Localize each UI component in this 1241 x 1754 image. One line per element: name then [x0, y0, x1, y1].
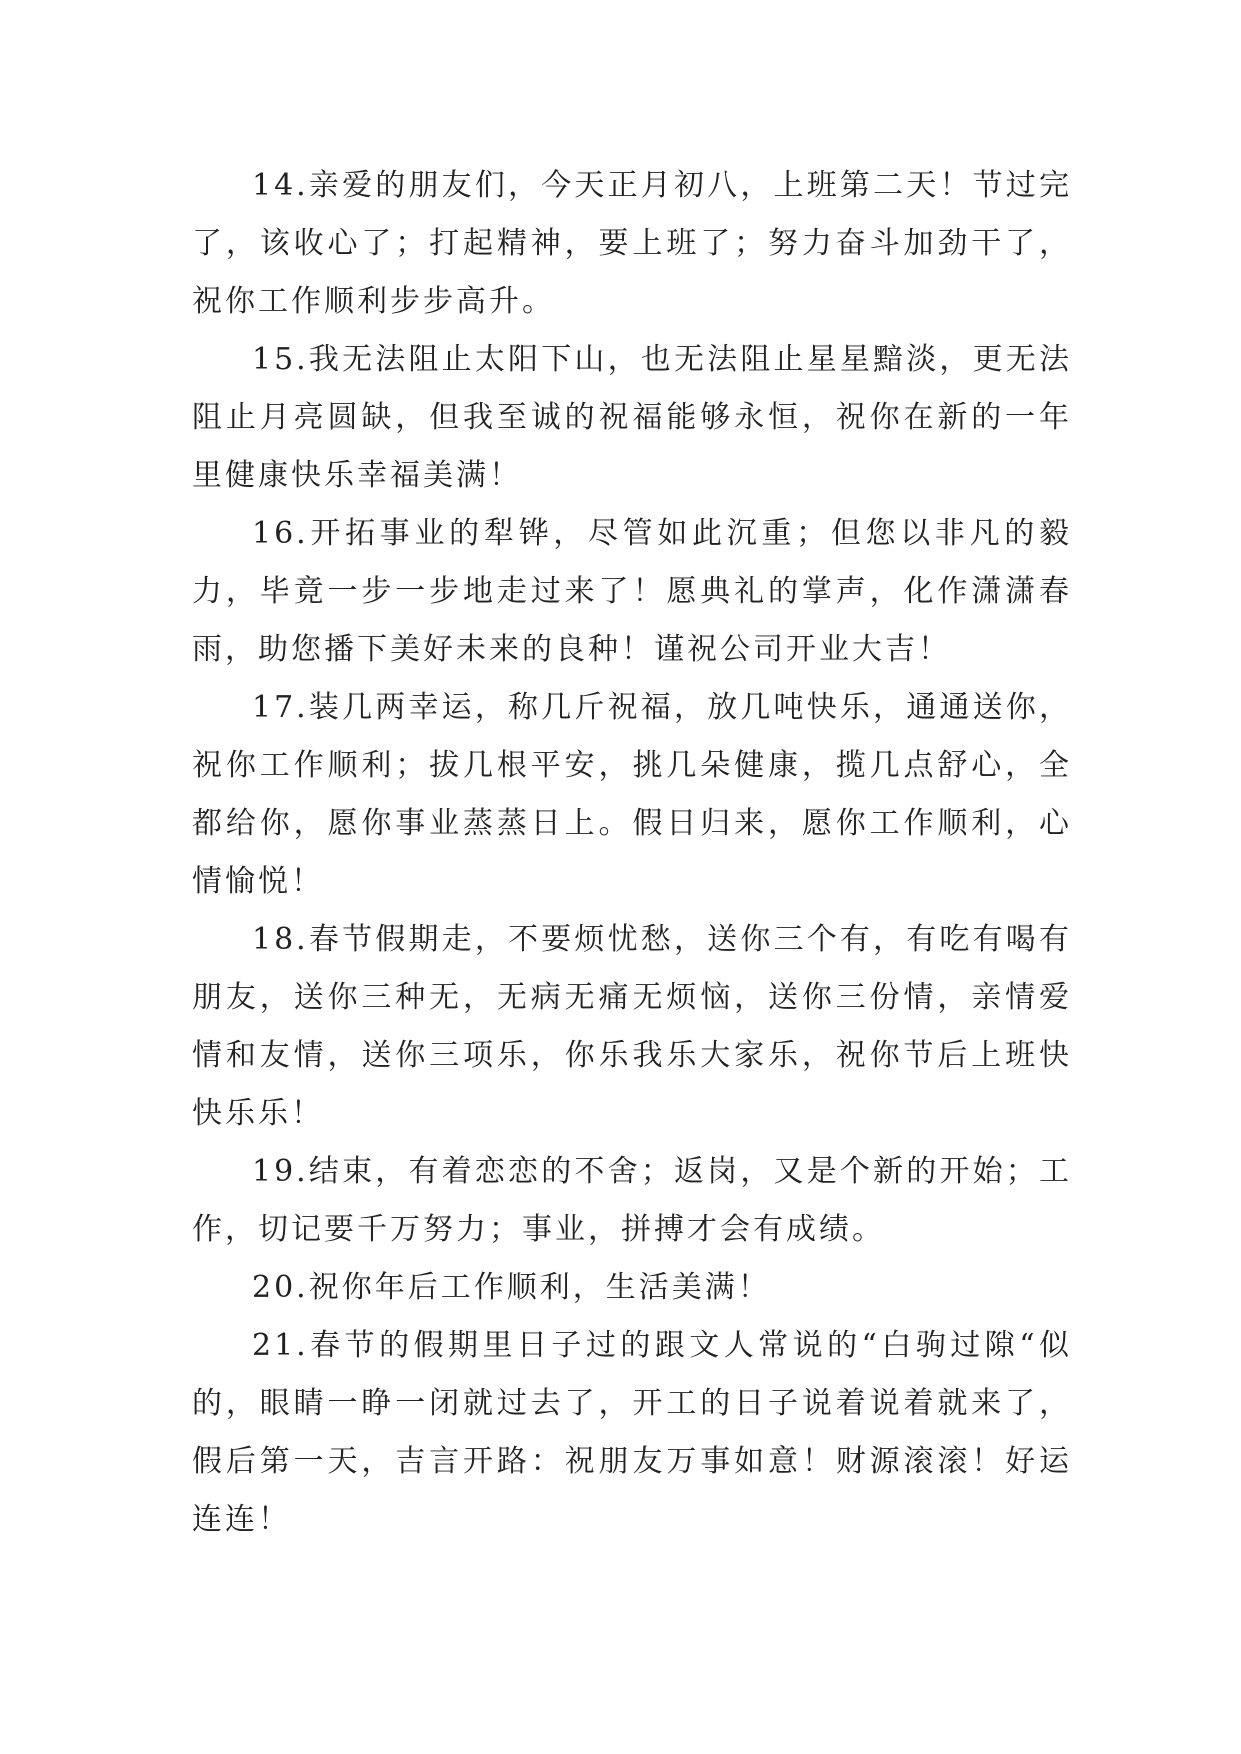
- document-body: [192, 157, 1072, 1549]
- paragraph-18: 18.春节假期走，不要烦忧愁，送你三个有，有吃有喝有朋友，送你三种无，无病无痛无烦恼，送你三份情，亲情爱情和友情，送你三项乐，你乐我乐大家乐，祝你节后上班快快乐乐！: [192, 922, 1072, 1131]
- paragraph-20: 20.祝你年后工作顺利，生活美满！: [252, 1270, 771, 1305]
- paragraph-14: 14.亲爱的朋友们，今天正月初八，上班第二天！节过完了，该收心了；打起精神，要上班了；努力奋斗加劲干了，祝你工作顺利步步高升。: [192, 168, 1072, 319]
- paragraph-17: 17.装几两幸运，称几斤祝福，放几吨快乐，通通送你，祝你工作顺利；拔几根平安，挑几朵健康，揽几点舒心，全都给你，愿你事业蒸蒸日上。假日归来，愿你工作顺利，心情愉悦！: [192, 690, 1072, 899]
- paragraph-19: 19.结束，有着恋恋的不舍；返岗，又是个新的开始；工作，切记要千万努力；事业，拼搏才会有成绩。: [192, 1154, 1072, 1247]
- paragraph-21: 21.春节的假期里日子过的跟文人常说的“白驹过隙“似的，眼睛一睁一闭就过去了，开工的日子说着说着就来了，假后第一天，吉言开路：祝朋友万事如意！财源滚滚！好运连连！: [192, 1328, 1072, 1537]
- paragraph-15: 15.我无法阻止太阳下山，也无法阻止星星黯淡，更无法阻止月亮圆缺，但我至诚的祝福能够永恒，祝你在新的一年里健康快乐幸福美满！: [192, 342, 1072, 493]
- paragraph-16: 16.开拓事业的犁铧，尽管如此沉重；但您以非凡的毅力，毕竟一步一步地走过来了！愿典礼的掌声，化作潇潇春雨，助您播下美好未来的良种！谨祝公司开业大吉！: [192, 516, 1072, 667]
